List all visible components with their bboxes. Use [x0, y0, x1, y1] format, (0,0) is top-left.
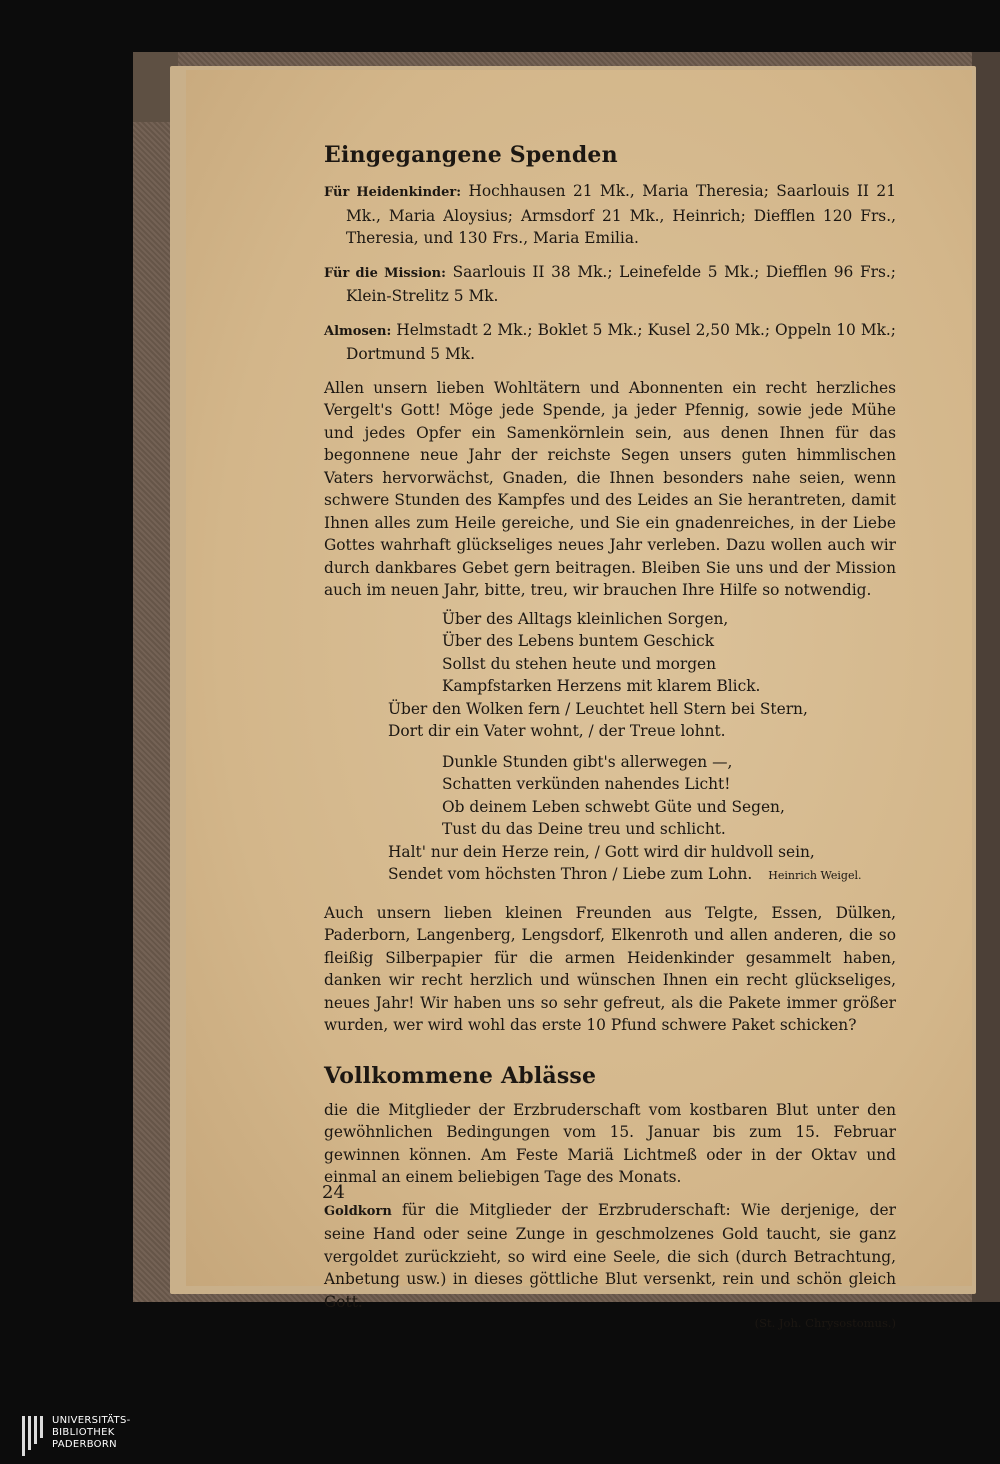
logo-line: UNIVERSITÄTS- [52, 1415, 131, 1426]
ablaesse-paragraph: die die Mitglieder der Erzbruderschaft vom kostbaren Blut unter den gewöhnlichen Bedingungen vom 15. Januar bis zum 15. Februar gewinnen können. Am Feste Mariä Lichtmeß oder in der Oktav und einmal an einem beliebigen Tage des Monats. [324, 1100, 896, 1186]
book-page [186, 70, 972, 1330]
entry-text: Saarlouis II 38 Mk.; Leinefelde 5 Mk.; Diefflen 96 Frs.; Klein-Strelitz 5 Mk. [346, 262, 896, 305]
spenden-entry [324, 319, 896, 366]
spenden-heading: Eingegangene Spenden [324, 142, 618, 168]
page-number: 24 [322, 1182, 345, 1203]
entry-text: Helmstadt 2 Mk.; Boklet 5 Mk.; Kusel 2,50 Mk.; Oppeln 10 Mk.; Dortmund 5 Mk. [346, 320, 896, 363]
logo-line: BIBLIOTHEK [52, 1427, 115, 1438]
dank-paragraph: Allen unsern lieben Wohltätern und Abonnenten ein recht herzliches Vergelt's Gott! Möge jede Spende, ja jeder Pfennig, sowie jede Mühe und jedes Opfer ein Samenkörnlein sein, aus denen Ihnen für das begonnene neue Jahr der reichste Segen unsers guten himmlischen Vaters hervorwächst, Gnaden, die Ihnen besonders nahe seien, wenn schwere Stunden des Kampfes und des Leides an Sie herantreten, damit Ihnen alles zum Heile gereiche, und Sie ein gnadenreiches, in der Liebe Gottes wahrhaft glückseliges neues Jahr verleben. Dazu wollen auch wir durch dankbares Gebet gern beitragen. Bleiben Sie uns und der Mission auch im neuen Jahr, bitte, treu, wir brauchen Ihre Hilfe so notwendig. [324, 378, 896, 599]
goldkorn-text: für die Mitglieder der Erzbruderschaft: Wie derjenige, der seine Hand oder seine Zunge in geschmolzenes Gold taucht, sie ganz vergoldet zurückzieht, so wird eine Seele, die sich (durch Betrachtung, Anbetung usw.) in dieses göttliche Blut versenkt, rein und schön gleich Gott. [324, 1200, 896, 1311]
library-logo-text [52, 1415, 131, 1451]
quote-source: (St. Joh. Chrysostomus.) [754, 1316, 896, 1330]
poem-line: Über des Lebens buntem Geschick [442, 632, 715, 650]
poem-author: Heinrich Weigel. [768, 869, 862, 882]
page-content [324, 142, 896, 1331]
ablaesse-heading: Vollkommene Ablässe [324, 1062, 597, 1089]
poem-line: Kampfstarken Herzens mit klarem Blick. [442, 677, 761, 695]
library-logo-bars-icon [22, 1416, 48, 1456]
poem-line: Über den Wolken fern / Leuchtet hell Stern bei Stern, [388, 699, 808, 718]
goldkorn-paragraph [324, 1199, 896, 1314]
poem-line: Dunkle Stunden gibt's allerwegen —, [442, 752, 733, 771]
poem-line: Schatten verkünden nahendes Licht! [442, 775, 731, 793]
spenden-entry [324, 261, 896, 308]
poem-line: Sollst du stehen heute und morgen [442, 654, 717, 673]
poem-line: Tust du das Deine treu und schlicht. [442, 820, 726, 838]
poem-line: Dort dir ein Vater wohnt, / der Treue lohnt. [388, 722, 726, 740]
entry-label: Für die Mission: [324, 265, 446, 281]
goldkorn-label: Goldkorn [324, 1203, 392, 1219]
entry-label: Almosen: [324, 323, 392, 339]
poem-line: Halt' nur dein Herze rein, / Gott wird dir huldvoll sein, [388, 842, 815, 861]
poem-stanza [324, 608, 896, 743]
logo-line: PADERBORN [52, 1439, 117, 1450]
spenden-entry [324, 180, 896, 250]
library-logo [22, 1416, 222, 1456]
entry-text: Hochhausen 21 Mk., Maria Theresia; Saarlouis II 21 Mk., Maria Aloysius; Armsdorf 21 Mk., Heinrich; Diefflen 120 Frs., Theresia, und 130 Frs., Maria Emilia. [346, 182, 896, 247]
poem-stanza [324, 751, 896, 888]
entry-label: Für Heidenkinder: [324, 185, 462, 200]
poem-line-text: Sendet vom höchsten Thron / Liebe zum Lohn. [388, 865, 753, 883]
kinder-dank-paragraph: Auch unsern lieben kleinen Freunden aus Telgte, Essen, Dülken, Paderborn, Langenberg, Lengsdorf, Elkenroth und allen anderen, die so fleißig Silberpapier für die armen Heidenkinder gesammelt haben, danken wir recht herzlich und wünschen Ihnen ein recht glückseliges, neues Jahr! Wir haben uns so sehr gefreut, als die Pakete immer größer wurden, wer wird wohl das erste 10 Pfund schwere Paket schicken? [324, 903, 896, 1034]
poem-line [324, 863, 896, 888]
poem-line: Über des Alltags kleinlichen Sorgen, [442, 609, 729, 628]
poem-line: Ob deinem Leben schwebt Güte und Segen, [442, 797, 785, 816]
poem [324, 608, 896, 888]
book-spine-edge [972, 52, 1000, 1302]
